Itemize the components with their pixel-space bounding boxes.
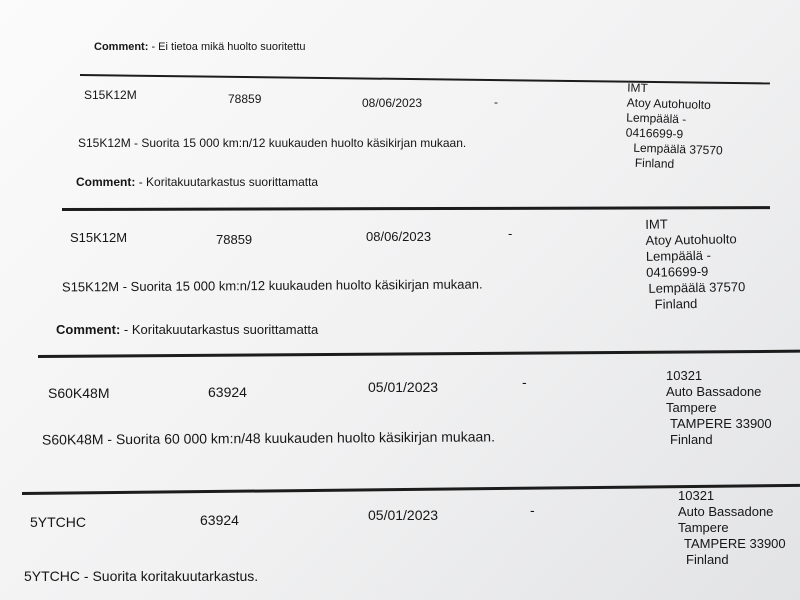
comment-line	[94, 41, 306, 53]
dash: -	[522, 374, 527, 390]
comment-label: Comment:	[76, 175, 136, 189]
service-code: S60K48M	[48, 385, 110, 401]
address-line: 0416699-9	[646, 263, 709, 280]
mileage: 63924	[200, 512, 239, 528]
workshop-address	[645, 215, 746, 313]
address-line: Finland	[670, 432, 713, 447]
address-line: 10321	[678, 488, 715, 503]
mileage: 78859	[216, 232, 253, 247]
comment-label: Comment:	[56, 322, 121, 337]
address-line: TAMPERE 33900	[684, 536, 786, 551]
workshop-address	[678, 488, 786, 568]
dash: -	[508, 226, 513, 241]
service-date: 05/01/2023	[368, 379, 439, 395]
comment-line	[56, 322, 318, 337]
address-line: Lempäälä 37570	[648, 279, 746, 296]
comment-line	[76, 175, 318, 189]
dash: -	[494, 95, 498, 109]
service-description: S60K48M - Suorita 60 000 km:n/48 kuukauden huolto käsikirjan mukaan.	[41, 428, 495, 448]
address-line: Finland	[686, 552, 729, 567]
comment-text: - Koritakuutarkastus suorittamatta	[123, 322, 319, 337]
service-date: 08/06/2023	[366, 229, 432, 244]
service-description: 5YTCHC - Suorita koritakuutarkastus.	[24, 568, 259, 584]
address-line: 0416699-9	[625, 125, 684, 142]
address-line: TAMPERE 33900	[670, 416, 772, 431]
service-description: S15K12M - Suorita 15 000 km:n/12 kuukauden huolto käsikirjan mukaan.	[78, 136, 467, 150]
address-line: Lempäälä 37570	[633, 140, 723, 158]
service-code: S15K12M	[84, 88, 137, 102]
service-code: 5YTCHC	[30, 514, 87, 530]
service-code: S15K12M	[70, 230, 128, 245]
address-line: Atoy Autohuolto	[645, 231, 737, 248]
dash: -	[530, 502, 535, 518]
mileage: 63924	[208, 384, 247, 400]
service-date: 08/06/2023	[362, 96, 423, 110]
address-line: Finland	[634, 155, 675, 171]
service-description: S15K12M - Suorita 15 000 km:n/12 kuukauden huolto käsikirjan mukaan.	[61, 276, 483, 295]
comment-label: Comment:	[94, 41, 149, 53]
address-line: Finland	[654, 295, 698, 312]
workshop-address	[625, 80, 725, 173]
address-line: Tampere	[666, 400, 717, 415]
address-line: 10321	[666, 368, 703, 383]
address-line: Auto Bassadone	[666, 384, 762, 399]
separator-line	[38, 350, 800, 358]
address-line: Atoy Autohuolto	[626, 95, 712, 113]
address-line: IMT	[626, 80, 649, 96]
address-line: IMT	[645, 216, 668, 232]
address-line: Lempäälä -	[626, 110, 687, 127]
address-line: Auto Bassadone	[678, 504, 774, 519]
workshop-address	[666, 368, 772, 448]
mileage: 78859	[228, 92, 262, 106]
service-date: 05/01/2023	[368, 507, 439, 523]
separator-line	[62, 206, 770, 211]
comment-text: - Ei tietoa mikä huolto suoritettu	[151, 41, 306, 53]
comment-text: - Koritakuutarkastus suorittamatta	[138, 175, 319, 189]
address-line: Tampere	[678, 520, 729, 535]
address-line: Lempäälä -	[645, 247, 712, 264]
